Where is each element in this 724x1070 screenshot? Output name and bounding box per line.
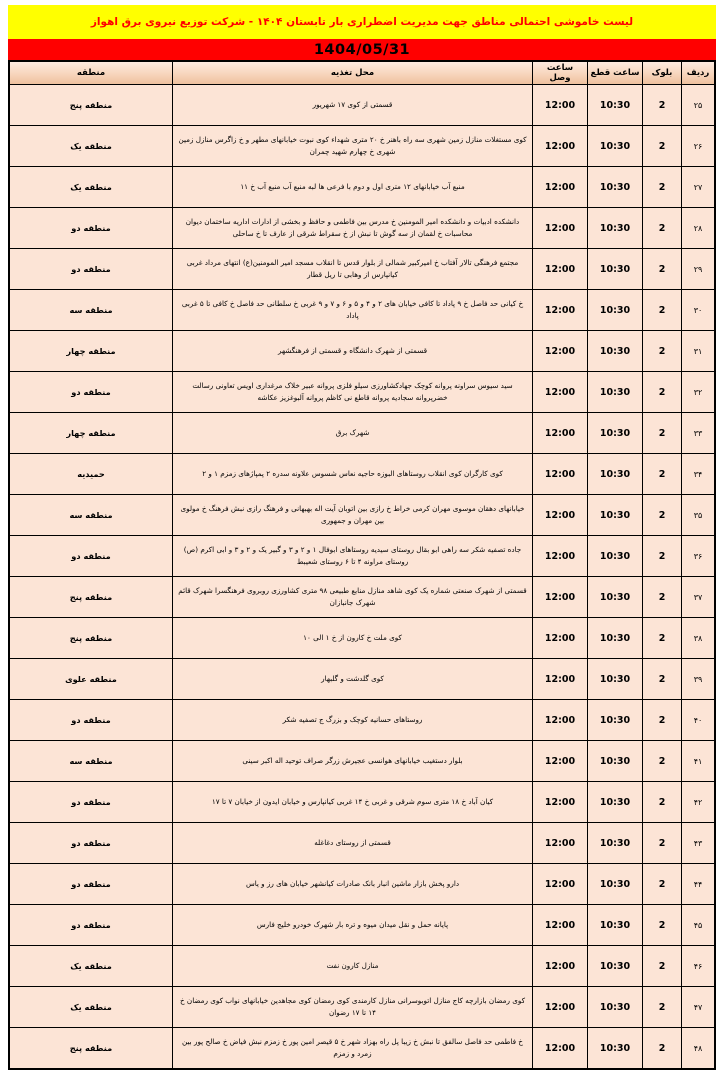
feed-location-cell: کوی رمضان بازارچه کاج منازل اتوبوسرانی منازل کارمندی کوی رمضان کوی مجاهدین خیابانهای نواب کوی رمضان خ ۱۴ تا ۱۷ رضوان <box>173 987 533 1028</box>
connect-time-cell: 12:00 <box>533 290 588 331</box>
feed-location-cell: منازل کارون نفت <box>173 946 533 987</box>
cut-time-cell: 10:30 <box>588 372 643 413</box>
connect-time-cell: 12:00 <box>533 905 588 946</box>
feed-location-cell: کوی مستغلات منازل زمین شهری سه راه باهنر خ ۲۰ متری شهداء کوی نبوت خیابانهای مطهر و خ زاگرس منازل زمین شهری خ چهارم شهید چمران <box>173 126 533 167</box>
connect-time-cell: 12:00 <box>533 741 588 782</box>
feed-location-cell: خ کیانی حد فاصل خ ۹ پاداد تا کافی خیابان های ۲ و ۴ و ۵ و ۶ و ۷ و ۹ غربی خ سلطانی حد فاصل خ کافی تا ۵ غربی پاداد <box>173 290 533 331</box>
cut-time-cell: 10:30 <box>588 331 643 372</box>
block-cell: 2 <box>643 577 682 618</box>
row-number-cell: ۳۹ <box>682 659 716 700</box>
table-row <box>9 413 715 454</box>
region-cell: منطقه دو <box>9 823 173 864</box>
table-row <box>9 987 715 1028</box>
connect-time-cell: 12:00 <box>533 987 588 1028</box>
column-header-feed-location: محل تغذیه <box>173 61 533 85</box>
cut-time-cell: 10:30 <box>588 577 643 618</box>
cut-time-cell: 10:30 <box>588 905 643 946</box>
cut-time-cell: 10:30 <box>588 290 643 331</box>
row-number-cell: ۲۶ <box>682 126 716 167</box>
row-number-cell: ۲۵ <box>682 85 716 126</box>
feed-location-cell: قسمتی از شهرک صنعتی شماره یک کوی شاهد منازل منابع طبیعی ۹۸ متری کشاورزی روبروی فرهنگسرا شهرک قائم شهرک جانبازان <box>173 577 533 618</box>
cut-time-cell: 10:30 <box>588 495 643 536</box>
connect-time-cell: 12:00 <box>533 167 588 208</box>
connect-time-cell: 12:00 <box>533 208 588 249</box>
region-cell: منطقه پنج <box>9 85 173 126</box>
row-number-cell: ۳۳ <box>682 413 716 454</box>
feed-location-cell: خ فاطمی حد فاصل سالفق تا نبش خ زیبا پل راه بهزاد شهر خ ۵ قیصر امین پور خ زمزم نبش فیاض خ صالح پور بین زمرد و زمزم <box>173 1028 533 1070</box>
block-cell: 2 <box>643 372 682 413</box>
region-cell: منطقه یک <box>9 987 173 1028</box>
block-cell: 2 <box>643 741 682 782</box>
table-row <box>9 741 715 782</box>
table-row <box>9 823 715 864</box>
block-cell: 2 <box>643 249 682 290</box>
date-label: 1404/05/31 <box>313 41 411 58</box>
region-cell: منطقه دو <box>9 864 173 905</box>
table-row <box>9 454 715 495</box>
region-cell: منطقه چهار <box>9 331 173 372</box>
column-header-cut-time: ساعت قطع <box>588 61 643 85</box>
region-cell: حمیدیه <box>9 454 173 495</box>
table-row <box>9 372 715 413</box>
table-row <box>9 577 715 618</box>
feed-location-cell: پایانه حمل و نقل میدان میوه و تره بار شهرک خودرو خلیج فارس <box>173 905 533 946</box>
feed-location-cell: قسمتی از روستای دغاغله <box>173 823 533 864</box>
table-row <box>9 331 715 372</box>
block-cell: 2 <box>643 618 682 659</box>
cut-time-cell: 10:30 <box>588 208 643 249</box>
feed-location-cell: جاده تصفیه شکر سه راهی ابو بقال روستای سیدیه روستاهای ابوفال ۱ و ۲ و ۳ و گبیر یک و ۲ و ۳ و ابی اکرم (ص) روستای مراونه ۴ تا ۶ روستای شعیبط <box>173 536 533 577</box>
cut-time-cell: 10:30 <box>588 167 643 208</box>
region-cell: منطقه دو <box>9 782 173 823</box>
cut-time-cell: 10:30 <box>588 126 643 167</box>
row-number-cell: ۴۰ <box>682 700 716 741</box>
cut-time-cell: 10:30 <box>588 659 643 700</box>
cut-time-cell: 10:30 <box>588 946 643 987</box>
region-cell: منطقه دو <box>9 249 173 290</box>
row-number-cell: ۴۱ <box>682 741 716 782</box>
region-cell: منطقه دو <box>9 536 173 577</box>
table-row <box>9 536 715 577</box>
column-header-connect-time: ساعت وصل <box>533 61 588 85</box>
table-row <box>9 782 715 823</box>
row-number-cell: ۲۹ <box>682 249 716 290</box>
block-cell: 2 <box>643 700 682 741</box>
column-header-row-number: ردیف <box>682 61 716 85</box>
row-number-cell: ۴۶ <box>682 946 716 987</box>
table-header-row <box>9 61 715 85</box>
region-cell: منطقه پنج <box>9 618 173 659</box>
feed-location-cell: کوی کارگران کوی انقلاب روستاهای البوزه حاجیه نعاس شسوس علاونه سدره ۲ پمپاژهای زمزم ۱ و ۲ <box>173 454 533 495</box>
row-number-cell: ۳۸ <box>682 618 716 659</box>
row-number-cell: ۳۰ <box>682 290 716 331</box>
block-cell: 2 <box>643 782 682 823</box>
block-cell: 2 <box>643 987 682 1028</box>
region-cell: منطقه یک <box>9 946 173 987</box>
block-cell: 2 <box>643 1028 682 1070</box>
row-number-cell: ۴۳ <box>682 823 716 864</box>
region-cell: منطقه پنج <box>9 577 173 618</box>
block-cell: 2 <box>643 331 682 372</box>
row-number-cell: ۳۴ <box>682 454 716 495</box>
region-cell: منطقه یک <box>9 167 173 208</box>
block-cell: 2 <box>643 495 682 536</box>
block-cell: 2 <box>643 864 682 905</box>
region-cell: منطقه چهار <box>9 413 173 454</box>
feed-location-cell: کیان آباد خ ۱۸ متری سوم شرقی و غربی خ ۱۴ غربی کیانپارس و خیابان ایدون از خیابان ۷ تا ۱۷ <box>173 782 533 823</box>
row-number-cell: ۳۷ <box>682 577 716 618</box>
column-header-block: بلوک <box>643 61 682 85</box>
feed-location-cell: کوی گلدشت و گلبهار <box>173 659 533 700</box>
feed-location-cell: شهرک برق <box>173 413 533 454</box>
cut-time-cell: 10:30 <box>588 823 643 864</box>
table-row <box>9 659 715 700</box>
connect-time-cell: 12:00 <box>533 372 588 413</box>
table-head <box>9 61 715 85</box>
connect-time-cell: 12:00 <box>533 946 588 987</box>
cut-time-cell: 10:30 <box>588 85 643 126</box>
cut-time-cell: 10:30 <box>588 1028 643 1070</box>
connect-time-cell: 12:00 <box>533 85 588 126</box>
row-number-cell: ۴۵ <box>682 905 716 946</box>
row-number-cell: ۴۴ <box>682 864 716 905</box>
block-cell: 2 <box>643 905 682 946</box>
region-cell: منطقه سه <box>9 495 173 536</box>
region-cell: منطقه دو <box>9 905 173 946</box>
block-cell: 2 <box>643 167 682 208</box>
block-cell: 2 <box>643 413 682 454</box>
cut-time-cell: 10:30 <box>588 782 643 823</box>
block-cell: 2 <box>643 290 682 331</box>
table-row <box>9 495 715 536</box>
cut-time-cell: 10:30 <box>588 536 643 577</box>
document-title: لیست خاموشی احتمالی مناطق جهت مدیریت اضطراری بار تابستان ۱۴۰۴ - شرکت توزیع نیروی برق اهواز <box>90 16 634 28</box>
row-number-cell: ۳۵ <box>682 495 716 536</box>
table-row <box>9 208 715 249</box>
table-row <box>9 700 715 741</box>
feed-location-cell: دارو پخش بازار ماشین انبار بانک صادرات کیانشهر خیابان های رز و یاس <box>173 864 533 905</box>
table-row <box>9 126 715 167</box>
title-banner <box>8 5 716 39</box>
feed-location-cell: بلوار دستغیب خیابانهای هوانسی عجیرش زرگر صراف توحید اله اکبر سینی <box>173 741 533 782</box>
cut-time-cell: 10:30 <box>588 700 643 741</box>
cut-time-cell: 10:30 <box>588 864 643 905</box>
cut-time-cell: 10:30 <box>588 618 643 659</box>
outage-table-body <box>9 85 715 1070</box>
connect-time-cell: 12:00 <box>533 700 588 741</box>
connect-time-cell: 12:00 <box>533 659 588 700</box>
table-row <box>9 167 715 208</box>
connect-time-cell: 12:00 <box>533 126 588 167</box>
table-row <box>9 85 715 126</box>
row-number-cell: ۴۲ <box>682 782 716 823</box>
block-cell: 2 <box>643 454 682 495</box>
cut-time-cell: 10:30 <box>588 413 643 454</box>
connect-time-cell: 12:00 <box>533 413 588 454</box>
region-cell: منطقه پنج <box>9 1028 173 1070</box>
table-row <box>9 290 715 331</box>
connect-time-cell: 12:00 <box>533 577 588 618</box>
block-cell: 2 <box>643 85 682 126</box>
connect-time-cell: 12:00 <box>533 495 588 536</box>
connect-time-cell: 12:00 <box>533 536 588 577</box>
cut-time-cell: 10:30 <box>588 741 643 782</box>
region-cell: منطقه دو <box>9 372 173 413</box>
block-cell: 2 <box>643 208 682 249</box>
feed-location-cell: دانشکده ادبیات و دانشکده امیر المومنین خ مدرس بین فاطمی و حافظ و بخشی از ادارات اداریه ساختمان دیوان محاسبات خ لقمان از سه گوش تا نبش از خ سقراط شرقی از عارف تا خ ساحلی <box>173 208 533 249</box>
row-number-cell: ۲۸ <box>682 208 716 249</box>
region-cell: منطقه علوی <box>9 659 173 700</box>
cut-time-cell: 10:30 <box>588 249 643 290</box>
connect-time-cell: 12:00 <box>533 823 588 864</box>
row-number-cell: ۳۶ <box>682 536 716 577</box>
feed-location-cell: سید سیوس سراونه پروانه کوچک جهادکشاورزی سیلو فلزی پروانه عبیر خلاک مرغداری اویس تعاونی رسالت خضرپروانه سجادیه پروانه قاطع نی کاظم پروانه آلبوغزیز عکاشه <box>173 372 533 413</box>
connect-time-cell: 12:00 <box>533 454 588 495</box>
date-banner <box>8 39 716 60</box>
block-cell: 2 <box>643 946 682 987</box>
block-cell: 2 <box>643 659 682 700</box>
feed-location-cell: قسمتی از کوی ۱۷ شهریور <box>173 85 533 126</box>
region-cell: منطقه یک <box>9 126 173 167</box>
connect-time-cell: 12:00 <box>533 331 588 372</box>
feed-location-cell: خیابانهای دهقان موسوی مهران کرمی خراط خ رازی بین اتوبان آیت اله بهبهانی و فرهنگ رازی نبش فرهنگ خ مولوی بین مهران و جمهوری <box>173 495 533 536</box>
block-cell: 2 <box>643 823 682 864</box>
table-row <box>9 946 715 987</box>
connect-time-cell: 12:00 <box>533 618 588 659</box>
table-row <box>9 1028 715 1070</box>
feed-location-cell: منبع آب خیابانهای ۱۲ متری اول و دوم با فرعی ها لبه منبع آب منبع آب خ ۱۱ <box>173 167 533 208</box>
block-cell: 2 <box>643 536 682 577</box>
block-cell: 2 <box>643 126 682 167</box>
connect-time-cell: 12:00 <box>533 864 588 905</box>
row-number-cell: ۲۷ <box>682 167 716 208</box>
connect-time-cell: 12:00 <box>533 249 588 290</box>
outage-table <box>8 60 716 1070</box>
row-number-cell: ۳۲ <box>682 372 716 413</box>
feed-location-cell: مجتمع فرهنگی تالار آفتاب خ امیرکبیر شمالی از بلوار قدس تا انقلاب مسجد امیر المومنین(ع) انتهای مرداد غربی کیانپارس از وهابی تا ریل قطار <box>173 249 533 290</box>
connect-time-cell: 12:00 <box>533 1028 588 1070</box>
region-cell: منطقه دو <box>9 208 173 249</box>
row-number-cell: ۴۷ <box>682 987 716 1028</box>
connect-time-cell: 12:00 <box>533 782 588 823</box>
cut-time-cell: 10:30 <box>588 454 643 495</box>
column-header-region: منطقه <box>9 61 173 85</box>
region-cell: منطقه سه <box>9 290 173 331</box>
feed-location-cell: قسمتی از شهرک دانشگاه و قسمتی از فرهنگشهر <box>173 331 533 372</box>
region-cell: منطقه دو <box>9 700 173 741</box>
table-row <box>9 618 715 659</box>
feed-location-cell: روستاهای حسانیه کوچک و بزرگ ج تصفیه شکر <box>173 700 533 741</box>
table-row <box>9 864 715 905</box>
row-number-cell: ۴۸ <box>682 1028 716 1070</box>
feed-location-cell: کوی ملت خ کارون از خ ۱ الی ۱۰ <box>173 618 533 659</box>
region-cell: منطقه سه <box>9 741 173 782</box>
table-row <box>9 905 715 946</box>
table-row <box>9 249 715 290</box>
cut-time-cell: 10:30 <box>588 987 643 1028</box>
row-number-cell: ۳۱ <box>682 331 716 372</box>
